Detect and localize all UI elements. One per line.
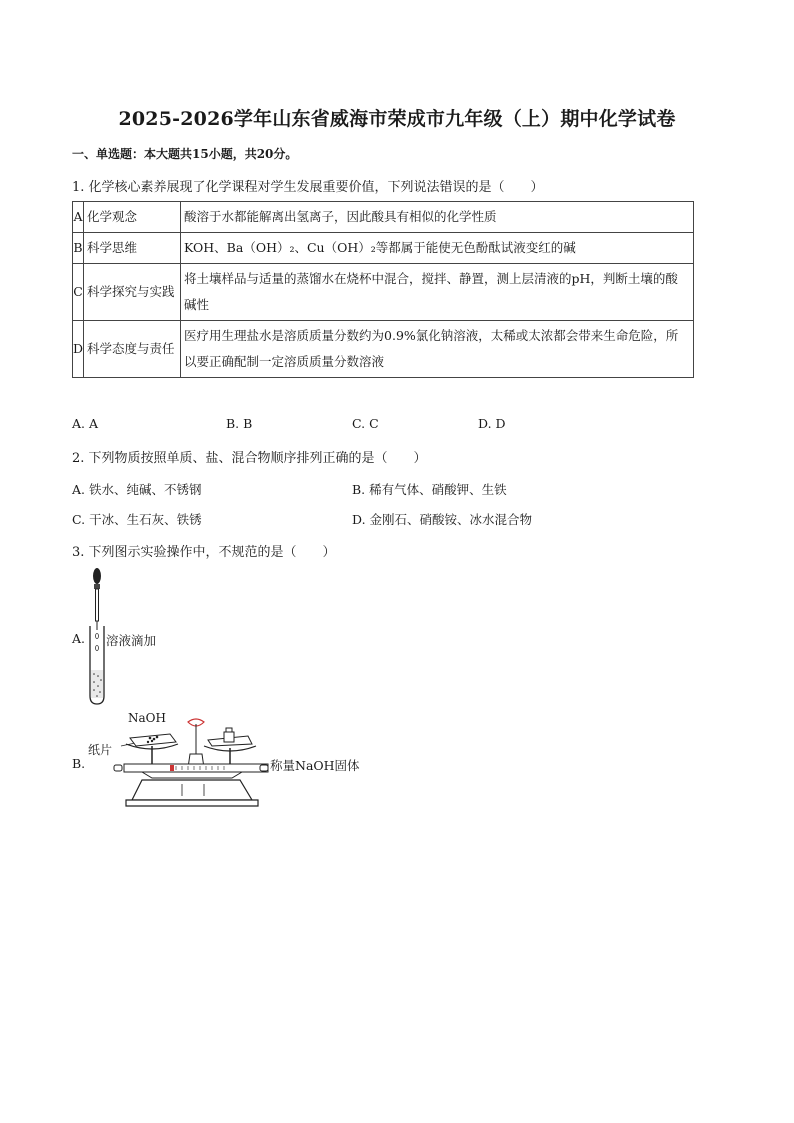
row-text: KOH、Ba（OH）₂、Cu（OH）₂等都属于能使无色酚酞试液变红的碱	[181, 233, 694, 264]
page-title: 2025-2026学年山东省威海市荣成市九年级（上）期中化学试卷	[118, 108, 676, 130]
q3-option-a-caption: 溶液滴加	[106, 633, 157, 648]
q2-option-b[interactable]: B. 稀有气体、硝酸钾、生铁	[352, 482, 507, 497]
row-topic: 科学探究与实践	[84, 264, 181, 321]
weight	[224, 732, 234, 742]
row-text: 将土壤样品与适量的蒸馏水在烧杯中混合，搅拌、静置，测上层清液的pH，判断土壤的酸碱性	[181, 264, 694, 321]
row-text: 酸溶于水都能解离出氢离子，因此酸具有相似的化学性质	[181, 202, 694, 233]
q1-option-c[interactable]: C. C	[352, 416, 379, 431]
q1-option-d[interactable]: D. D	[478, 416, 506, 431]
question-3-stem: 3. 下列图示实验操作中，不规范的是（ ）	[72, 545, 336, 560]
q3-option-b-letter[interactable]: B.	[72, 756, 86, 771]
q2-option-d[interactable]: D. 金刚石、硝酸铵、冰水混合物	[352, 512, 533, 527]
row-topic: 科学态度与责任	[84, 321, 181, 378]
row-text: 医疗用生理盐水是溶质质量分数约为0.9%氯化钠溶液，太稀或太浓都会带来生命危险，所以要正确配制一定溶质质量分数溶液	[181, 321, 694, 378]
balance-figure	[112, 718, 272, 812]
dropper-tube	[96, 589, 99, 621]
label-paper: 纸片	[88, 743, 113, 757]
question-1-stem: 1. 化学核心素养展现了化学课程对学生发展重要价值，下列说法错误的是（ ）	[72, 180, 544, 195]
q1-option-b[interactable]: B. B	[226, 416, 253, 431]
q1-option-a[interactable]: A. A	[72, 416, 99, 431]
rider	[170, 765, 174, 771]
row-letter: A	[73, 202, 84, 233]
question-1-table	[72, 201, 694, 378]
q2-option-a[interactable]: A. 铁水、纯碱、不锈钢	[72, 482, 202, 497]
q2-option-c[interactable]: C. 干冰、生石灰、铁锈	[72, 512, 202, 527]
dropper-bulb	[93, 568, 101, 584]
table-row	[73, 202, 694, 233]
row-topic: 化学观念	[84, 202, 181, 233]
left-pan-paper	[130, 734, 176, 746]
solution-level	[91, 670, 103, 698]
q3-option-a-letter[interactable]: A.	[72, 631, 86, 646]
table-row	[73, 233, 694, 264]
table-row	[73, 264, 694, 321]
q3-option-b-caption: 称量NaOH固体	[270, 758, 360, 773]
base	[142, 772, 242, 778]
row-letter: D	[73, 321, 84, 378]
row-letter: C	[73, 264, 84, 321]
row-topic: 科学思维	[84, 233, 181, 264]
table-row	[73, 321, 694, 378]
dropper-collar	[94, 584, 100, 589]
section-heading: 一、单选题：本大题共15小题，共20分。	[72, 147, 298, 161]
row-letter: B	[73, 233, 84, 264]
beam	[124, 764, 268, 772]
label-naoh: NaOH	[128, 711, 166, 725]
question-2-stem: 2. 下列物质按照单质、盐、混合物顺序排列正确的是（ ）	[72, 451, 427, 466]
